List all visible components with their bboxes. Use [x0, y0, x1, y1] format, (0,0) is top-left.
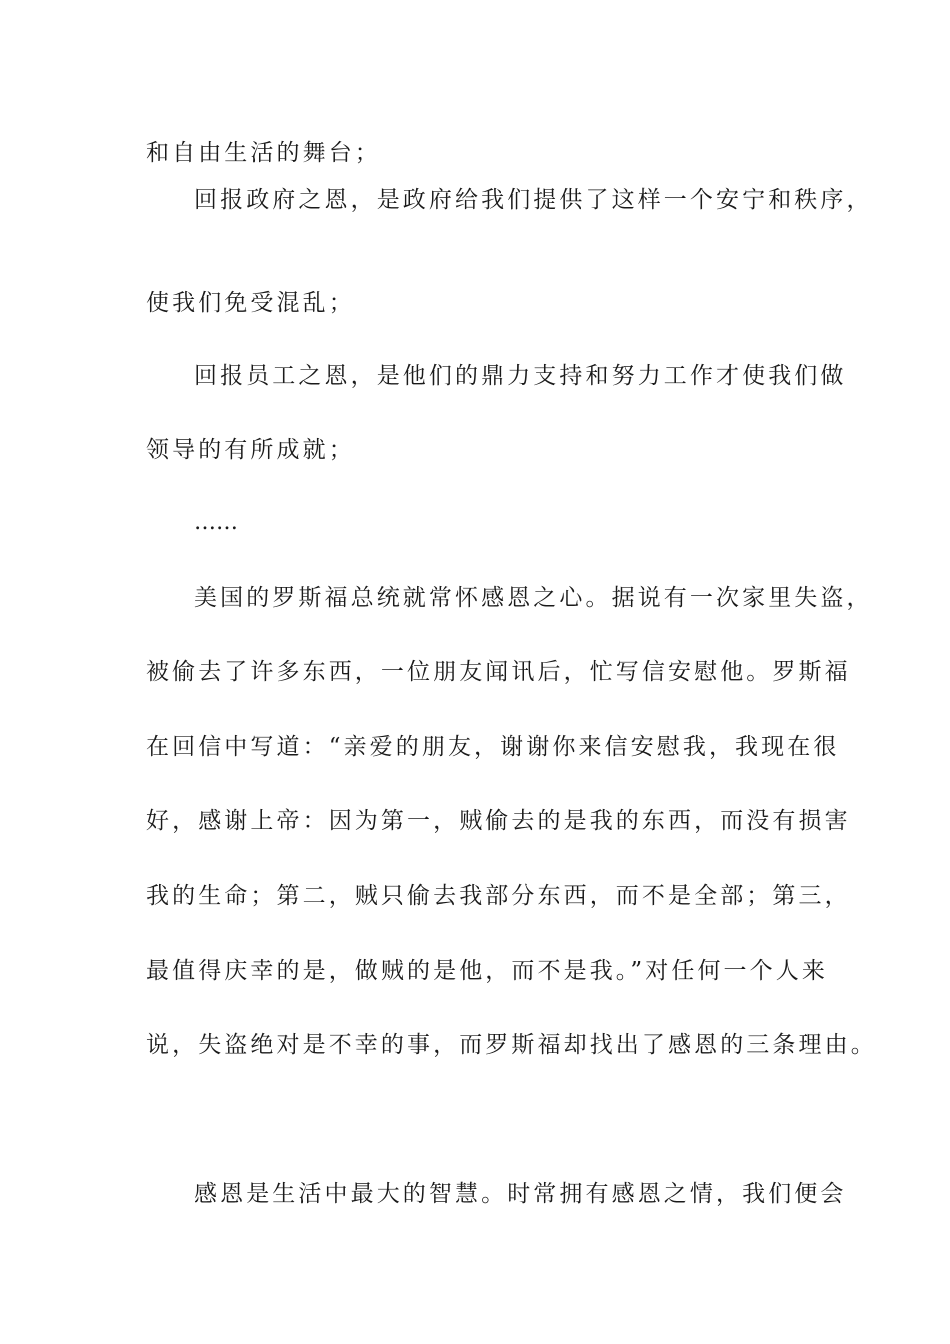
- text-line: 好，感谢上帝：因为第一，贼偷去的是我的东西，而没有损害: [146, 808, 851, 834]
- text-line: 在回信中写道：“亲爱的朋友，谢谢你来信安慰我，我现在很: [146, 734, 840, 760]
- text-line: 被偷去了许多东西，一位朋友闻讯后，忙写信安慰他。罗斯福: [146, 659, 851, 685]
- text-line: 和自由生活的舞台；: [146, 140, 381, 166]
- paragraph-start-line: 美国的罗斯福总统就常怀感恩之心。据说有一次家里失盗，: [194, 585, 873, 611]
- text-line: 领导的有所成就；: [146, 437, 355, 463]
- text-line: 说，失盗绝对是不幸的事，而罗斯福却找出了感恩的三条理由。: [146, 1032, 877, 1058]
- paragraph-start-line: 感恩是生活中最大的智慧。时常拥有感恩之情，我们便会: [194, 1181, 847, 1207]
- ellipsis-line: ……: [194, 510, 238, 535]
- text-line: 使我们免受混乱；: [146, 290, 355, 316]
- text-line: 我的生命；第二，贼只偷去我部分东西，而不是全部；第三，: [146, 883, 851, 909]
- paragraph-start-line: 回报员工之恩，是他们的鼎力支持和努力工作才使我们做: [194, 363, 847, 389]
- text-line: 最值得庆幸的是，做贼的是他，而不是我。”对任何一个人来: [146, 958, 828, 984]
- paragraph-start-line: 回报政府之恩，是政府给我们提供了这样一个安宁和秩序，: [194, 187, 873, 213]
